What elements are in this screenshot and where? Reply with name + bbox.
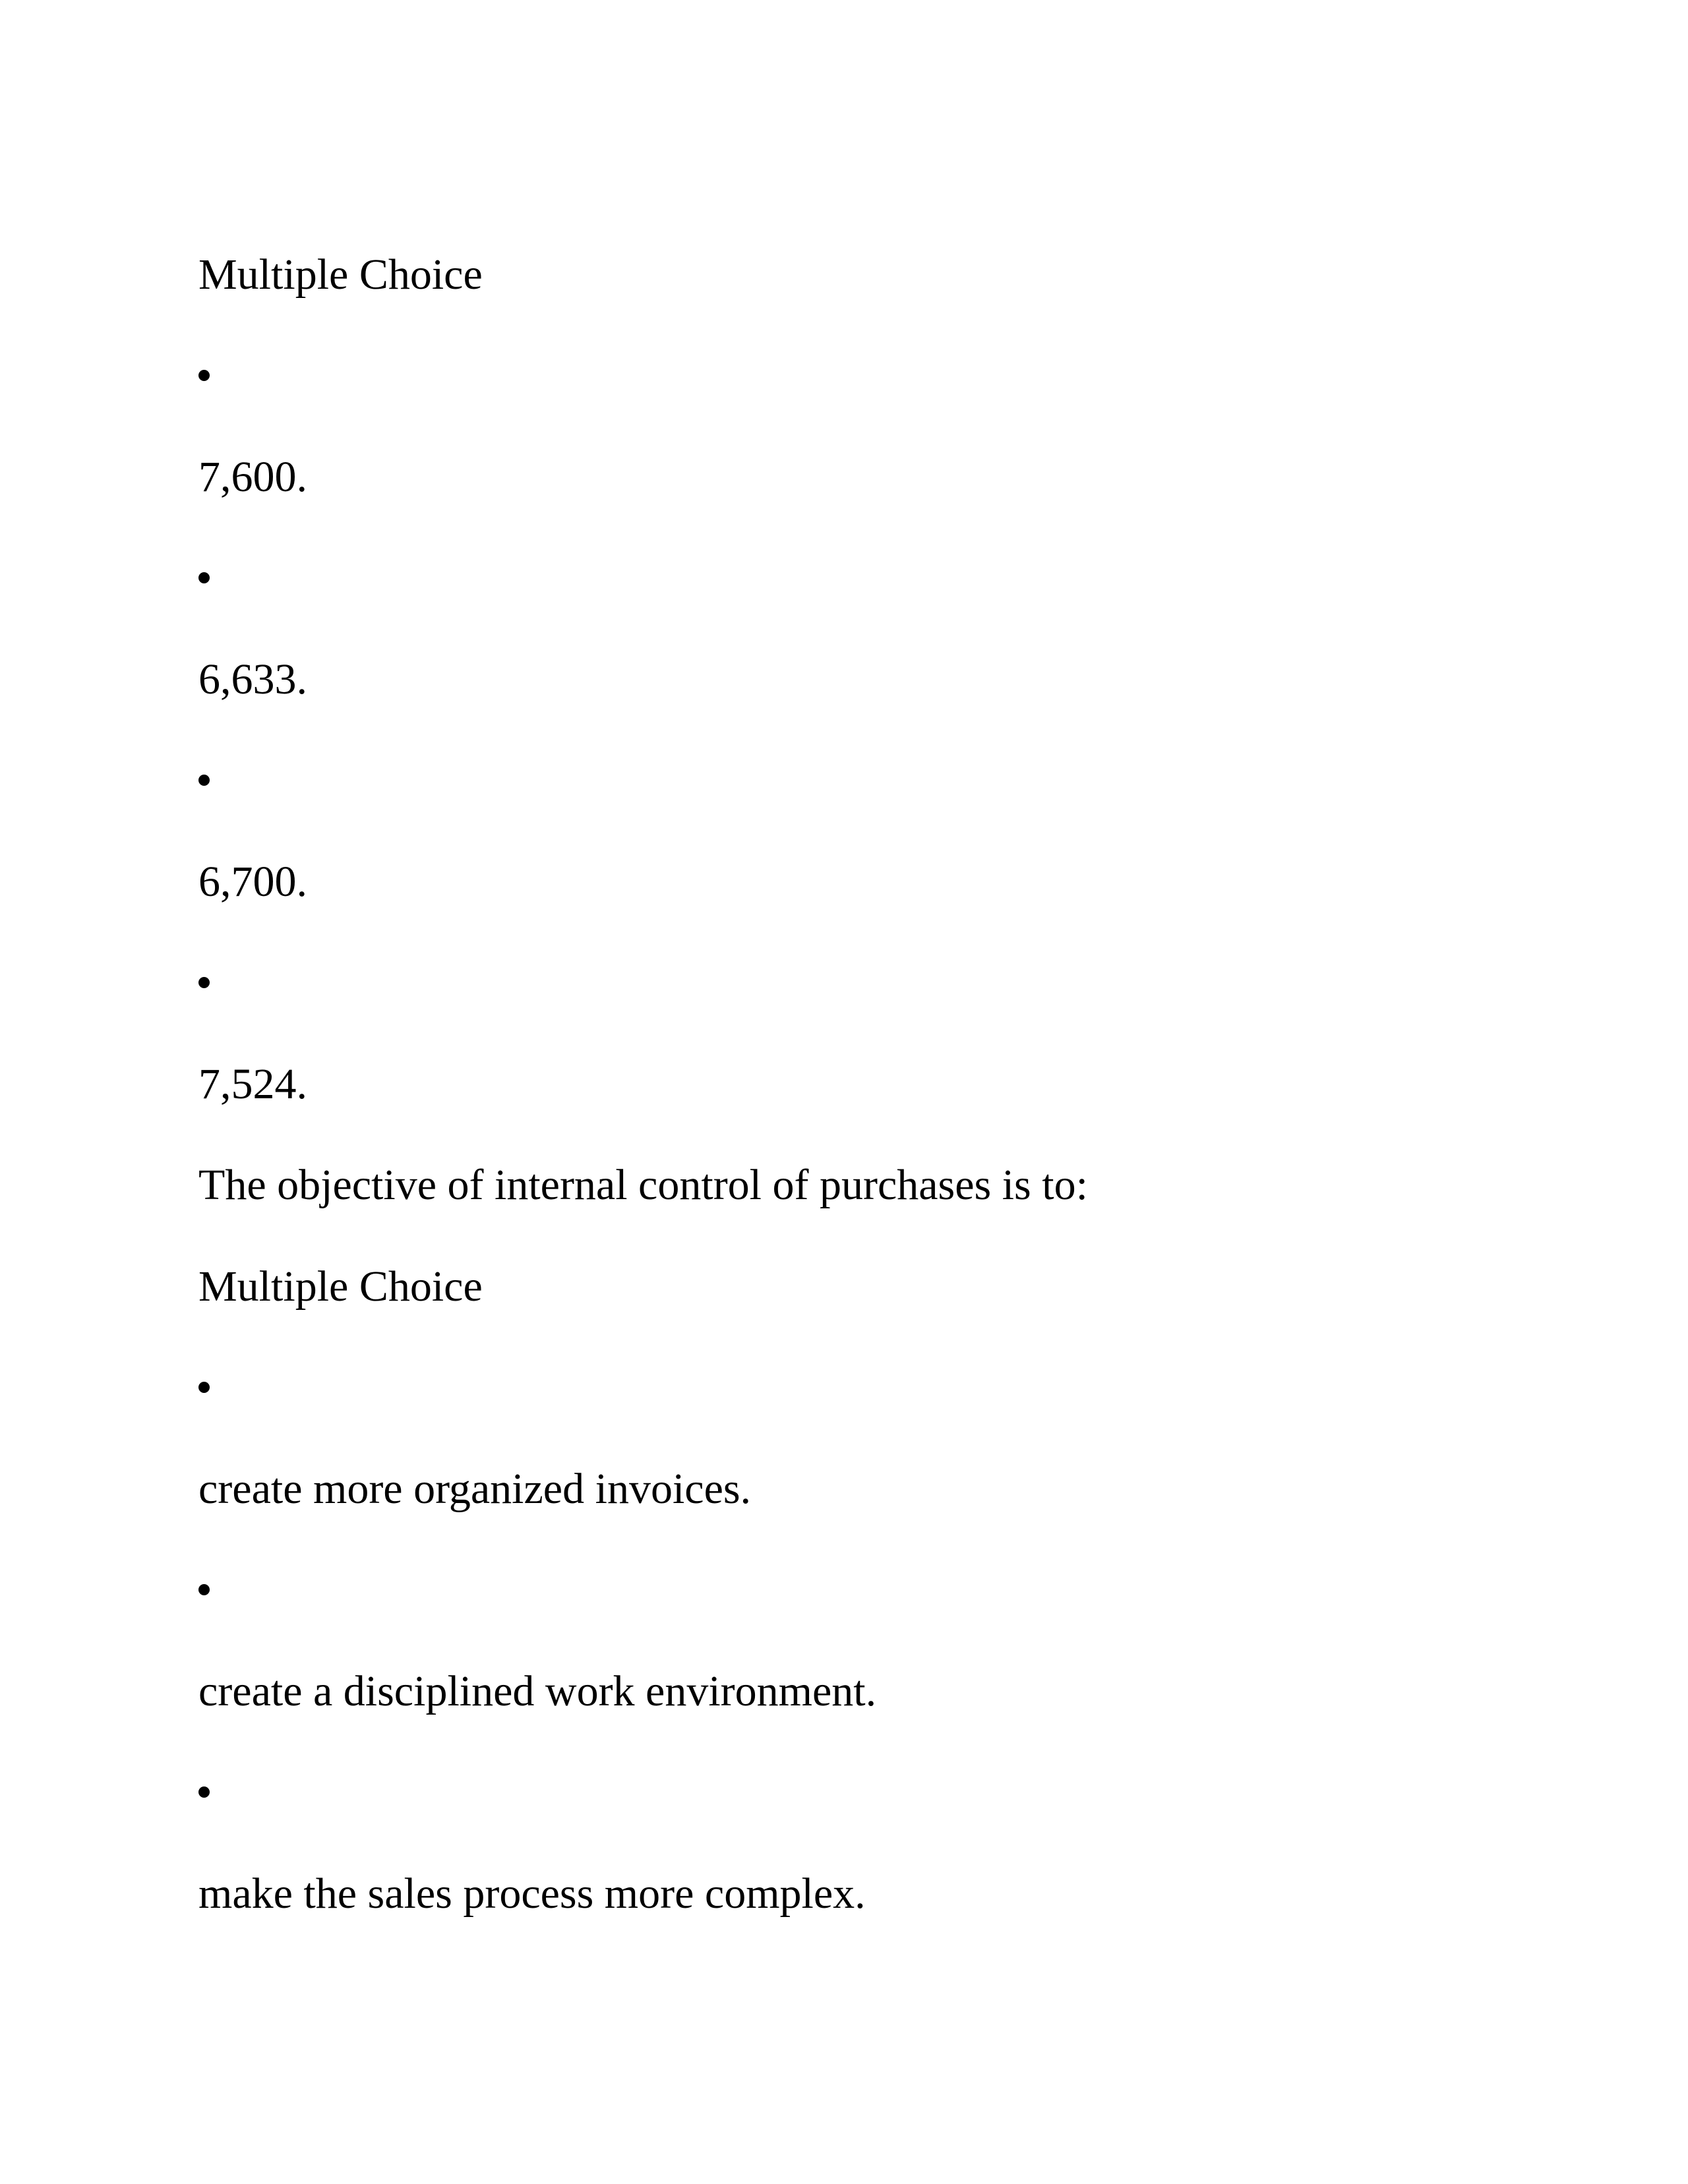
bullet-icon [198, 572, 210, 583]
option-text: 6,700. [198, 858, 307, 906]
bullet-icon [198, 775, 210, 786]
bullet-icon [198, 1382, 210, 1393]
option-text: create more organized invoices. [198, 1465, 752, 1513]
bullet-icon [198, 1584, 210, 1595]
option-text: 6,633. [198, 655, 307, 703]
option-text: 7,524. [198, 1060, 307, 1108]
option-text: make the sales process more complex. [198, 1870, 866, 1918]
format-label: Multiple Choice [198, 1262, 483, 1311]
option-text: 7,600. [198, 453, 307, 501]
question-prompt: The objective of internal control of purchases is to: [198, 1161, 1088, 1209]
bullet-icon [198, 370, 210, 381]
format-label: Multiple Choice [198, 251, 483, 299]
bullet-icon [198, 1786, 210, 1798]
option-text: create a disciplined work environment. [198, 1667, 877, 1715]
bullet-icon [198, 977, 210, 988]
